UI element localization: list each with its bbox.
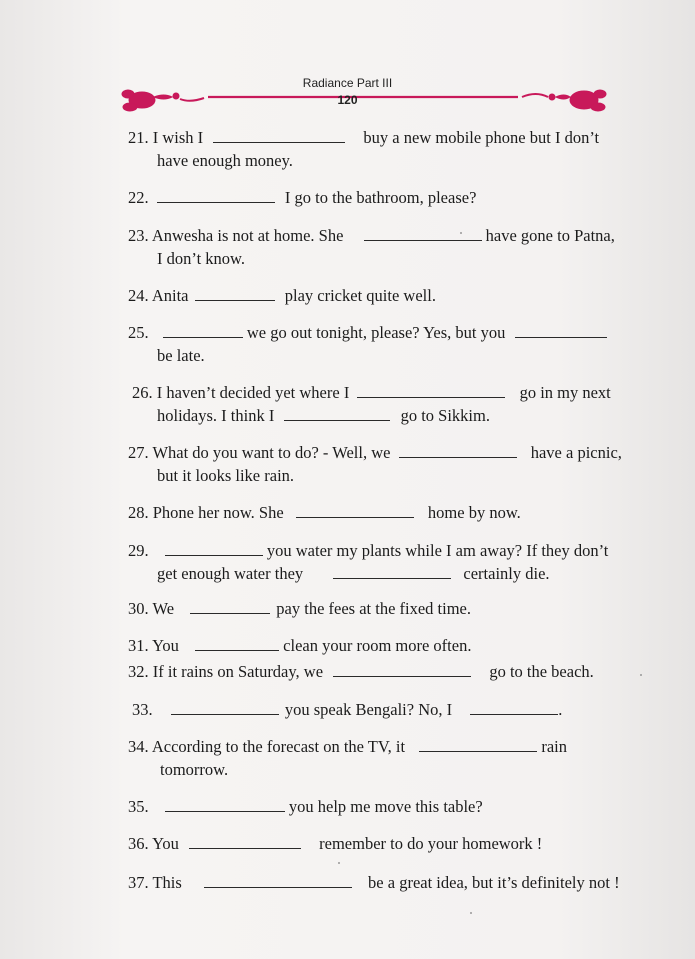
question-33 bbox=[132, 699, 562, 721]
question-25-continued: be late. bbox=[157, 346, 205, 365]
question-text: 26. I haven’t decided yet where I bbox=[132, 383, 350, 402]
question-34 bbox=[128, 736, 567, 758]
question-text: get enough water they bbox=[157, 564, 304, 583]
scan-speck bbox=[470, 912, 472, 914]
question-text: 24. Anita bbox=[128, 286, 189, 305]
scan-speck bbox=[640, 674, 642, 676]
question-text: 31. You bbox=[128, 636, 179, 655]
page-number: 120 bbox=[337, 93, 358, 107]
question-text: 22. bbox=[128, 188, 149, 207]
question-22 bbox=[128, 187, 476, 209]
question-text: you help me move this table? bbox=[288, 797, 483, 816]
answer-blank[interactable] bbox=[515, 323, 607, 338]
question-text: 21. I wish I bbox=[128, 128, 204, 147]
question-34-continued: tomorrow. bbox=[160, 760, 229, 779]
question-29-continued bbox=[157, 563, 550, 585]
question-text: be a great idea, but it’s definitely not ! bbox=[368, 873, 620, 892]
answer-blank[interactable] bbox=[195, 286, 275, 301]
question-text: have gone to Patna, bbox=[485, 226, 615, 245]
question-text: 25. bbox=[128, 323, 149, 342]
question-21-continued: have enough money. bbox=[157, 151, 293, 170]
question-text: pay the fees at the fixed time. bbox=[276, 599, 471, 618]
question-text: 37. This bbox=[128, 873, 182, 892]
page-header bbox=[0, 72, 695, 122]
question-text: go to Sikkim. bbox=[400, 406, 490, 425]
question-text: you speak Bengali? No, I bbox=[284, 700, 453, 719]
question-text: 27. What do you want to do? - Well, we bbox=[128, 443, 391, 462]
question-text: go to the beach. bbox=[489, 662, 594, 681]
question-text: 30. We bbox=[128, 599, 175, 618]
question-32 bbox=[128, 661, 594, 683]
question-text: 36. You bbox=[128, 834, 179, 853]
question-text: buy a new mobile phone but I don’t bbox=[363, 128, 600, 147]
question-27 bbox=[128, 442, 622, 464]
answer-blank[interactable] bbox=[171, 700, 279, 715]
answer-blank[interactable] bbox=[195, 636, 279, 651]
question-26 bbox=[132, 382, 611, 404]
question-text: 34. According to the forecast on the TV, it bbox=[128, 737, 406, 756]
answer-blank[interactable] bbox=[364, 226, 482, 241]
question-23 bbox=[128, 225, 615, 247]
answer-blank[interactable] bbox=[204, 873, 352, 888]
question-text: clean your room more often. bbox=[283, 636, 472, 655]
answer-blank[interactable] bbox=[333, 564, 451, 579]
question-29 bbox=[128, 540, 608, 562]
question-27-continued: but it looks like rain. bbox=[157, 466, 295, 485]
question-28 bbox=[128, 502, 521, 524]
scan-speck bbox=[338, 862, 340, 864]
question-text: play cricket quite well. bbox=[284, 286, 436, 305]
book-title: Radiance Part III bbox=[302, 76, 393, 90]
question-25 bbox=[128, 322, 607, 344]
question-text: holidays. I think I bbox=[157, 406, 275, 425]
question-21 bbox=[128, 127, 599, 149]
question-text: you water my plants while I am away? If they don’t bbox=[266, 541, 609, 560]
answer-blank[interactable] bbox=[296, 503, 414, 518]
question-text: we go out tonight, please? Yes, but you bbox=[246, 323, 506, 342]
question-text: remember to do your homework ! bbox=[319, 834, 543, 853]
answer-blank[interactable] bbox=[165, 797, 285, 812]
answer-blank[interactable] bbox=[163, 323, 243, 338]
answer-blank[interactable] bbox=[470, 700, 558, 715]
question-36 bbox=[128, 833, 542, 855]
question-37 bbox=[128, 872, 620, 894]
question-text: 28. Phone her now. She bbox=[128, 503, 284, 522]
answer-blank[interactable] bbox=[190, 599, 270, 614]
question-text: 33. bbox=[132, 700, 153, 719]
question-text: home by now. bbox=[427, 503, 521, 522]
question-text: have a picnic, bbox=[530, 443, 622, 462]
question-31 bbox=[128, 635, 471, 657]
question-text: 35. bbox=[128, 797, 149, 816]
answer-blank[interactable] bbox=[419, 737, 537, 752]
answer-blank[interactable] bbox=[213, 128, 345, 143]
question-text: 32. If it rains on Saturday, we bbox=[128, 662, 324, 681]
question-text: . bbox=[558, 700, 563, 719]
question-23-continued: I don’t know. bbox=[157, 249, 245, 268]
answer-blank[interactable] bbox=[189, 834, 301, 849]
answer-blank[interactable] bbox=[284, 406, 390, 421]
question-text: 23. Anwesha is not at home. She bbox=[128, 226, 344, 245]
question-text: certainly die. bbox=[463, 564, 550, 583]
answer-blank[interactable] bbox=[399, 443, 517, 458]
answer-blank[interactable] bbox=[165, 541, 263, 556]
question-26-continued bbox=[157, 405, 490, 427]
question-text: 29. bbox=[128, 541, 149, 560]
question-text: I go to the bathroom, please? bbox=[284, 188, 477, 207]
question-text: go in my next bbox=[519, 383, 611, 402]
answer-blank[interactable] bbox=[333, 662, 471, 677]
answer-blank[interactable] bbox=[157, 188, 275, 203]
question-35 bbox=[128, 796, 483, 818]
scan-speck bbox=[460, 232, 462, 234]
answer-blank[interactable] bbox=[357, 383, 505, 398]
question-text: rain bbox=[541, 737, 567, 756]
question-24 bbox=[128, 285, 436, 307]
question-30 bbox=[128, 598, 471, 620]
